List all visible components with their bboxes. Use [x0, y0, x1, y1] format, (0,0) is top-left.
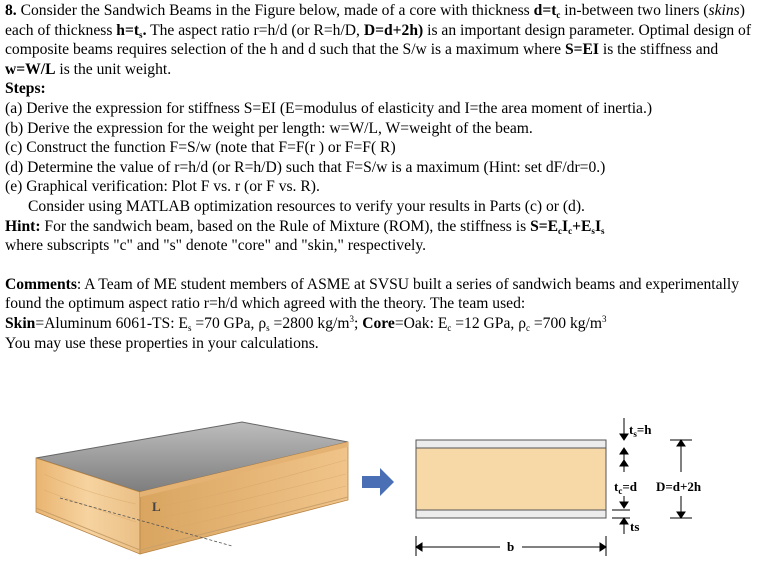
D-label: D=d+2h — [656, 479, 702, 494]
top-skin — [416, 440, 606, 448]
sandwich-beam-figure — [0, 400, 768, 564]
beam-cross-section — [416, 440, 606, 518]
steps-heading: Steps: — [5, 80, 46, 98]
ts-top-dimension — [620, 418, 628, 460]
figure-svg — [0, 400, 768, 564]
comments-paragraph: Comments: A Team of ME student members of ASME at SVSU built a series of sandwich beams and experimentally found the optimum aspect ratio r=h/d which agreed with the theory. The team used: Skin=Aluminum 6061-TS: $E_s =70$ GPa, $\rho_s =2800$ $kg/m^3$; Core=Oak: $E_c =12$ GPa, $\rho_c =700$ $kg/m^3$ You may use these properties in your calculations. — [5, 275, 740, 352]
problem-statement: 8. Consider the Sandwich Beams in the Figure below, made of a core with thickness $d=t_c$ in-between two liners (skins) each of thickness $h=t_s$. The aspect ratio r=h/d (or R=h/D, D=d+2h) is an important design parameter. Optimal design of composite beams requires selection of the h and d such that the S/w is a maximum where S=EI is the stiffness and w=W/L is the unit weight. — [5, 2, 752, 78]
beam-3d — [36, 422, 348, 554]
hint-paragraph: Hint: For the sandwich beam, based on the Rule of Mixture (ROM), the stiffness is $S=E_cI_c+E_sI_s$ where subscripts "c" and "s" denote "core" and "skin," respectively. — [5, 217, 605, 255]
matlab-note: Consider using MATLAB optimization resources to verify your results in Parts (c) or (d). — [28, 197, 585, 215]
problem-text — [5, 1, 763, 353]
step-c: (c) Construct the function F=S/w (note that F=F(r ) or F=F( R) — [5, 139, 396, 157]
question-number: 8. — [5, 2, 17, 19]
step-e: (e) Graphical verification: Plot F vs. r (or F vs. R). — [5, 178, 320, 196]
transition-arrow-icon — [362, 468, 394, 496]
tc-d-label: $t_c=d$ — [614, 479, 637, 496]
ts-bottom-label: ts — [630, 519, 640, 534]
bottom-skin — [416, 510, 606, 518]
comments-label: Comments — [5, 275, 77, 293]
step-b: (b) Derive the expression for the weight per length: w=W/L, W=weight of the beam. — [5, 119, 533, 137]
length-label: L — [152, 499, 161, 514]
stiffness-equation: $S=E_cI_c+E_sI_s$ — [530, 217, 605, 236]
step-a: (a) Derive the expression for stiffness S=EI (E=modulus of elasticity and I=the area moment of inertia.) — [5, 99, 653, 117]
core — [416, 448, 606, 510]
ts-bottom-dimension — [612, 510, 630, 534]
hint-label: Hint: — [5, 217, 41, 235]
b-label: b — [507, 539, 515, 554]
step-d: (d) Determine the value of r=h/d (or R=h/D) such that F=S/w is a maximum (Hint: set dF/dr=0.) — [5, 158, 606, 176]
ts-h-label: $t_s=h$ — [629, 422, 652, 439]
